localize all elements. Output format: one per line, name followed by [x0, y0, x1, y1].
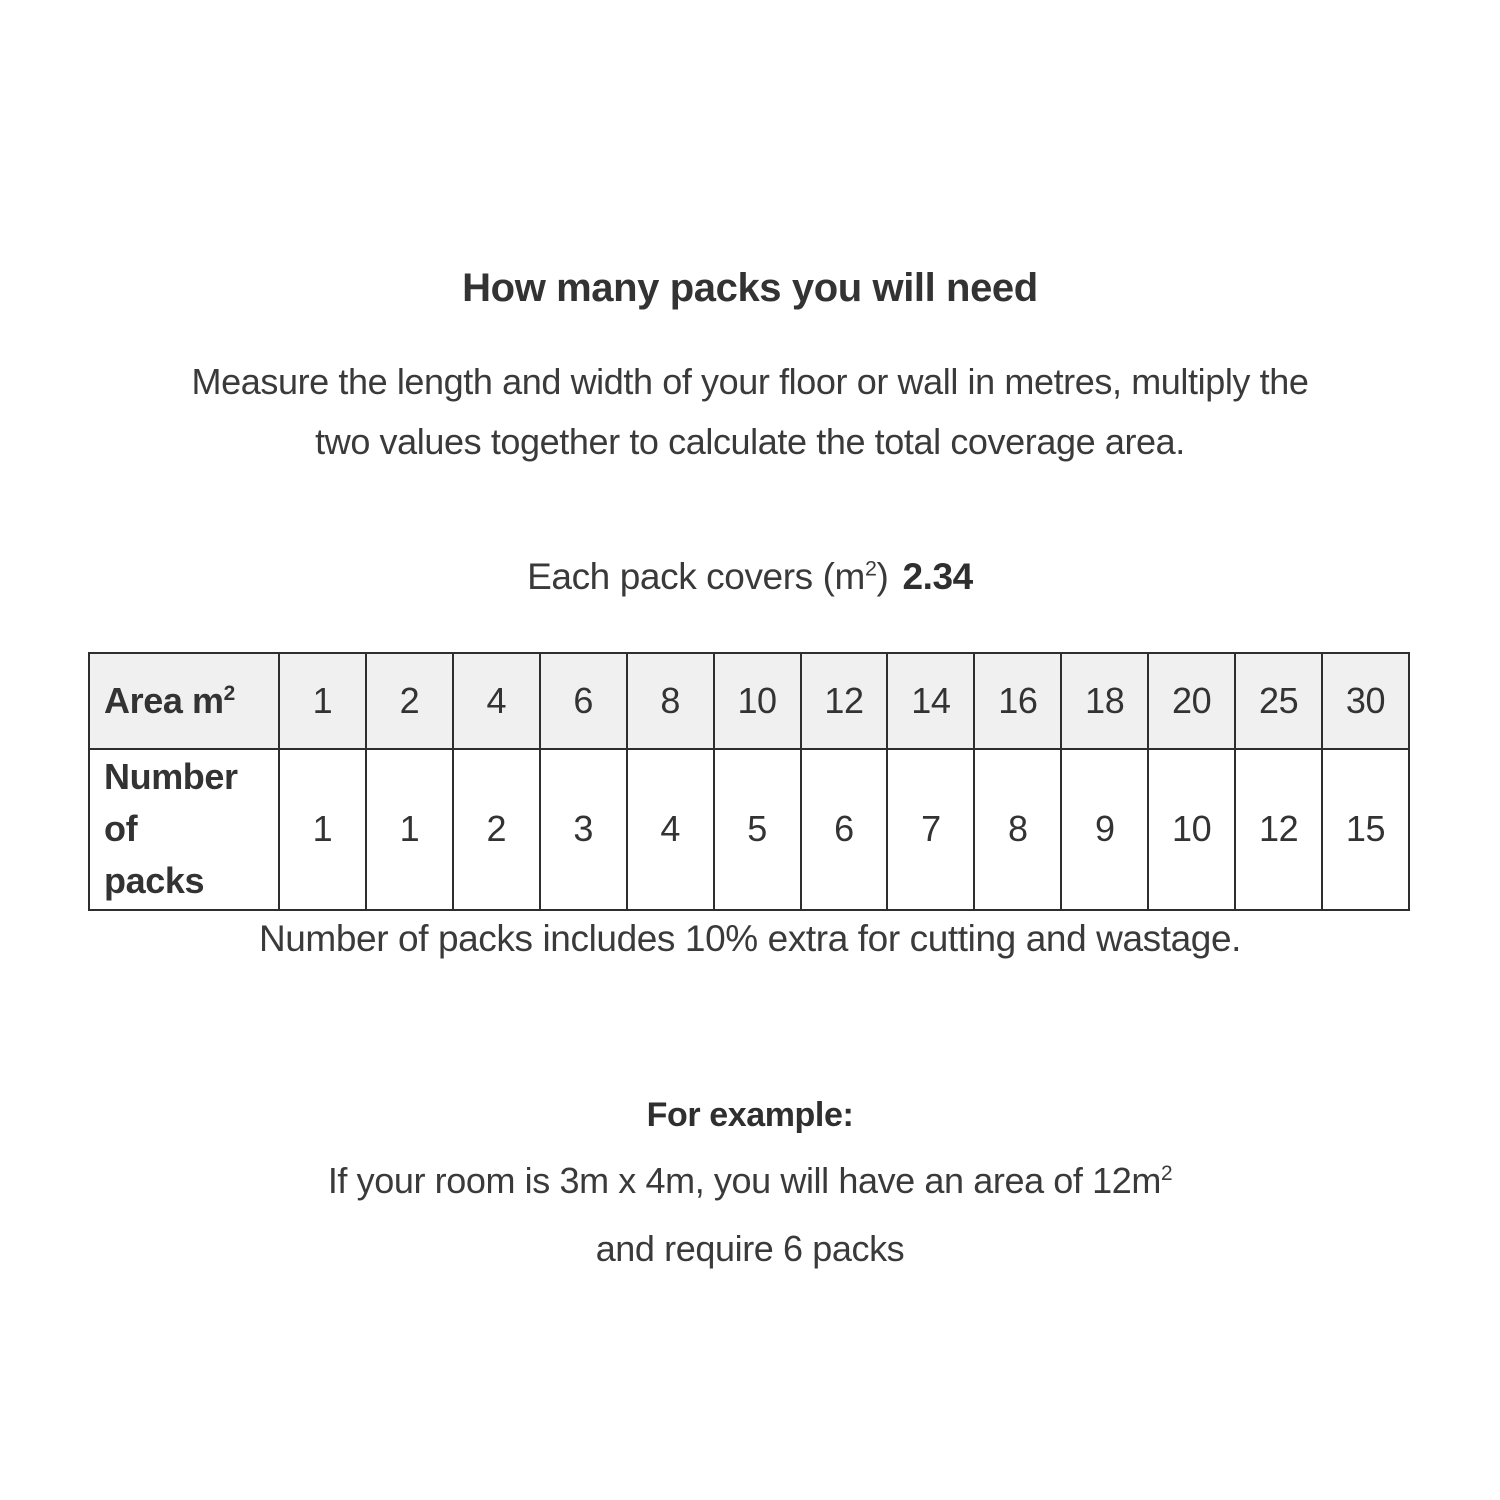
area-cell: 14 [887, 653, 974, 749]
packs-cell: 5 [714, 749, 801, 910]
example-line-2: and require 6 packs [595, 1228, 905, 1269]
intro-line-2: two values together to calculate the total coverage area. [315, 421, 1185, 462]
packs-cell: 9 [1061, 749, 1148, 910]
wastage-note: Number of packs includes 10% extra for cutting and wastage. [258, 918, 1242, 959]
area-row-label [89, 653, 279, 749]
area-label-text: Area m [104, 679, 224, 721]
coverage-superscript: 2 [864, 556, 877, 581]
area-cell: 25 [1235, 653, 1322, 749]
area-cell: 18 [1061, 653, 1148, 749]
example-superscript: 2 [1160, 1162, 1173, 1185]
example-heading: For example: [646, 1096, 854, 1134]
packs-cell: 12 [1235, 749, 1322, 910]
example-line-1-text: If your room is 3m x 4m, you will have an area of 12m [327, 1160, 1161, 1201]
packs-table [88, 652, 1410, 911]
packs-cell: 8 [974, 749, 1061, 910]
packs-cell: 15 [1322, 749, 1409, 910]
area-cell: 20 [1148, 653, 1235, 749]
packs-row-label: Number of packs [89, 749, 279, 910]
area-label-superscript: 2 [223, 681, 235, 705]
page-title: How many packs you will need [462, 266, 1038, 310]
packs-cell: 1 [366, 749, 453, 910]
area-row [89, 653, 1409, 749]
packs-cell: 6 [801, 749, 888, 910]
area-cell: 2 [366, 653, 453, 749]
area-cell: 30 [1322, 653, 1409, 749]
coverage-prefix: Each pack covers (m [527, 556, 865, 597]
area-cell: 16 [974, 653, 1061, 749]
area-cell: 8 [627, 653, 714, 749]
area-cell: 4 [453, 653, 540, 749]
packs-cell: 1 [279, 749, 366, 910]
packs-row [89, 749, 1409, 910]
pack-coverage-value: 2.34 [902, 556, 973, 597]
packs-cell: 2 [453, 749, 540, 910]
area-cell: 1 [279, 653, 366, 749]
packs-cell: 7 [887, 749, 974, 910]
example-line-1 [0, 1160, 1500, 1202]
area-cell: 12 [801, 653, 888, 749]
area-cell: 10 [714, 653, 801, 749]
packs-cell: 3 [540, 749, 627, 910]
area-cell: 6 [540, 653, 627, 749]
intro-line-1: Measure the length and width of your floor or wall in metres, multiply the [191, 361, 1309, 402]
packs-cell: 4 [627, 749, 714, 910]
pack-coverage-line [0, 556, 1500, 598]
intro-text [0, 352, 1500, 472]
coverage-suffix: ) [876, 556, 889, 597]
packs-cell: 10 [1148, 749, 1235, 910]
